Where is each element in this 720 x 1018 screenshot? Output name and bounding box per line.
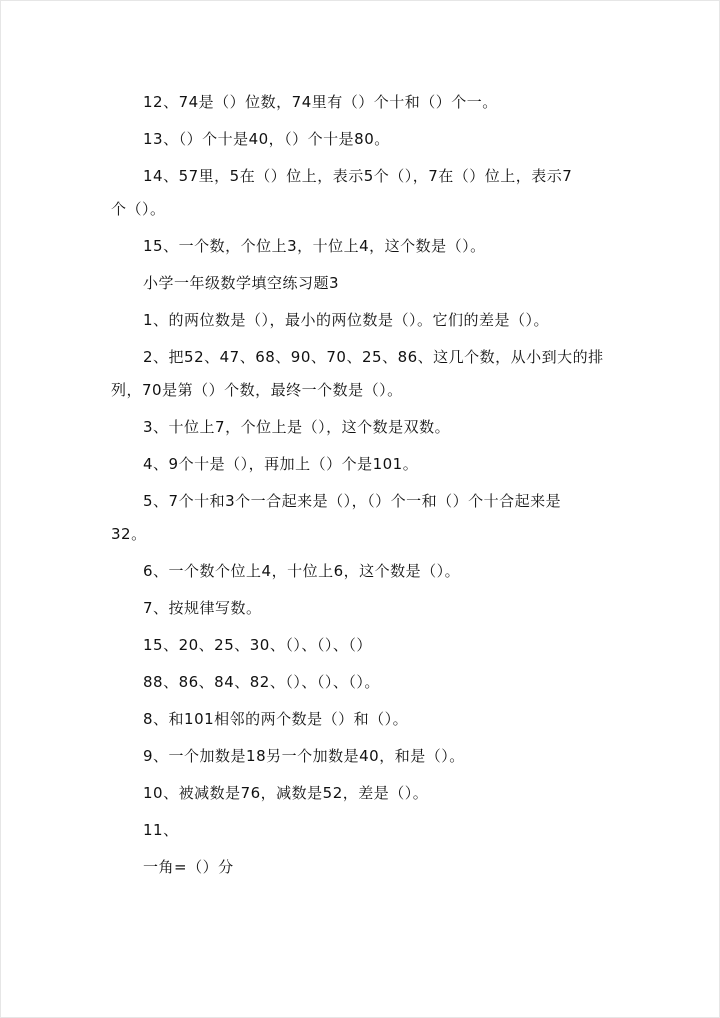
question-9: 9、一个加数是18另一个加数是40，和是（）。	[143, 747, 465, 765]
document-body	[111, 91, 616, 878]
question-15: 15、一个数，个位上3，十位上4，这个数是（）。	[143, 237, 486, 255]
question-6: 6、一个数个位上4，十位上6，这个数是（）。	[143, 562, 461, 580]
question-2-line-1: 2、把52、47、68、90、70、25、86、这几个数，从小到大的排	[143, 348, 604, 366]
question-13: 13、（）个十是40，（）个十是80。	[143, 130, 390, 148]
question-7-sequence-2: 88、86、84、82、（）、（）、（）。	[143, 673, 380, 691]
question-5-line-1: 5、7个十和3个一合起来是（），（）个一和（）个十合起来是	[143, 492, 562, 510]
section-heading: 小学一年级数学填空练习题3	[143, 274, 340, 292]
question-12: 12、74是（）位数，74里有（）个十和（）个一。	[143, 93, 498, 111]
question-7-sequence-1: 15、20、25、30、（）、（）、（）	[143, 636, 372, 654]
question-14-line-2: 个（）。	[111, 200, 166, 218]
question-3: 3、十位上7，个位上是（），这个数是双数。	[143, 418, 451, 436]
question-4: 4、9个十是（），再加上（）个是101。	[143, 455, 419, 473]
question-10: 10、被减数是76，减数是52，差是（）。	[143, 784, 429, 802]
question-2-line-2: 列，70是第（）个数，最终一个数是（）。	[111, 381, 403, 399]
question-5-line-2: 32。	[111, 525, 147, 543]
question-8: 8、和101相邻的两个数是（）和（）。	[143, 710, 409, 728]
question-7: 7、按规律写数。	[143, 599, 262, 617]
question-14-line-1: 14、57里，5在（）位上，表示5个（），7在（）位上，表示7	[143, 167, 573, 185]
question-11: 11、	[143, 821, 179, 839]
question-11-item: 一角=（）分	[143, 858, 234, 876]
question-1: 1、的两位数是（），最小的两位数是（）。它们的差是（）。	[143, 311, 550, 329]
